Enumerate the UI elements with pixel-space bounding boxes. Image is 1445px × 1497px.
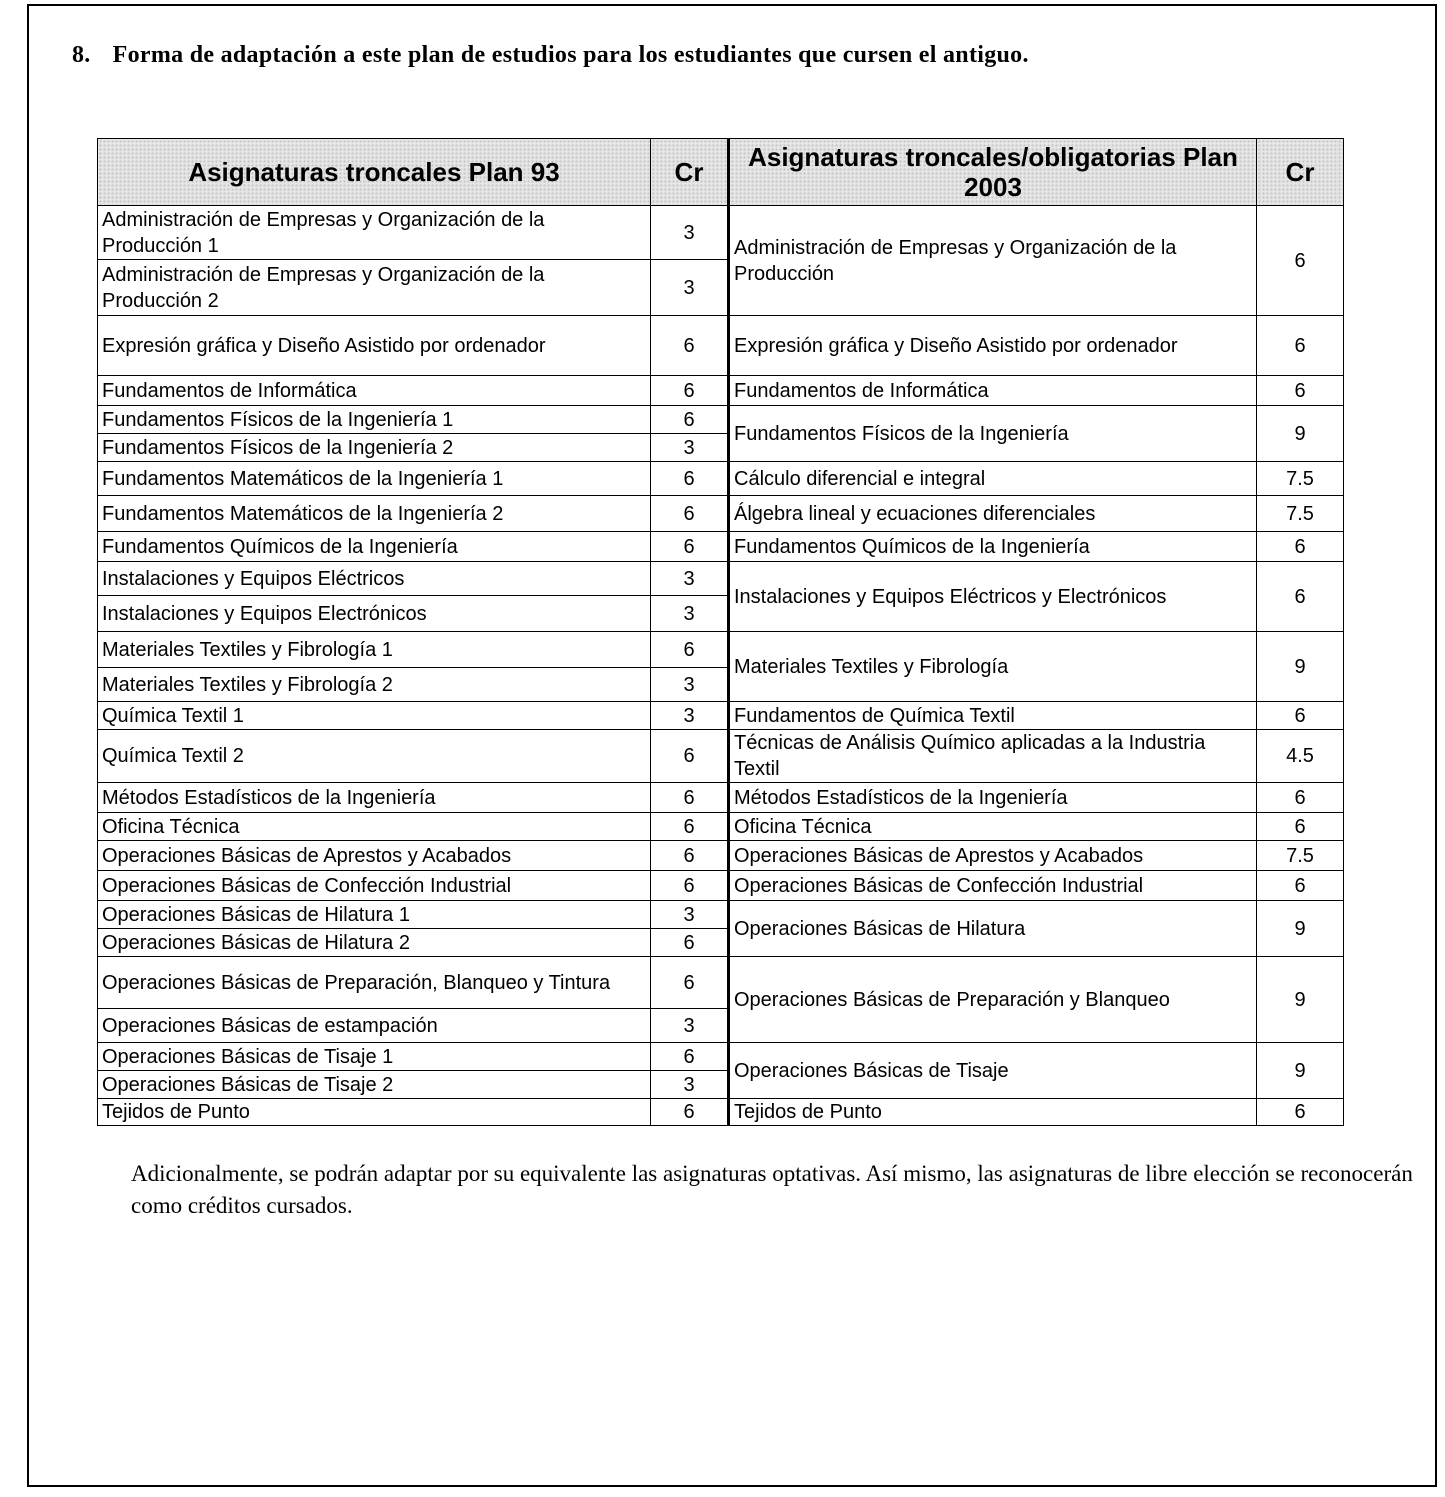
table-body [98, 206, 1344, 1126]
new-credits-cell: 6 [1257, 813, 1344, 841]
old-credits-cell: 3 [651, 434, 729, 462]
new-credits-cell: 4.5 [1257, 730, 1344, 783]
old-subject-cell: Métodos Estadísticos de la Ingeniería [98, 783, 651, 813]
old-subject-cell: Fundamentos de Informática [98, 376, 651, 406]
old-credits-cell: 6 [651, 316, 729, 376]
new-credits-cell: 7.5 [1257, 462, 1344, 496]
table-row [98, 783, 1344, 813]
new-subject-cell: Oficina Técnica [729, 813, 1257, 841]
old-subject-cell: Fundamentos Físicos de la Ingeniería 1 [98, 406, 651, 434]
old-subject-cell: Instalaciones y Equipos Electrónicos [98, 596, 651, 632]
old-credits-cell: 6 [651, 730, 729, 783]
old-credits-cell: 6 [651, 406, 729, 434]
new-credits-cell: 6 [1257, 1099, 1344, 1126]
new-credits-cell: 9 [1257, 406, 1344, 462]
old-credits-cell: 6 [651, 1043, 729, 1071]
new-subject-cell: Instalaciones y Equipos Eléctricos y Electrónicos [729, 562, 1257, 632]
new-subject-cell: Técnicas de Análisis Químico aplicadas a la Industria Textil [729, 730, 1257, 783]
old-subject-cell: Materiales Textiles y Fibrología 1 [98, 632, 651, 668]
header-old-cr: Cr [651, 139, 729, 206]
new-credits-cell: 7.5 [1257, 841, 1344, 871]
old-credits-cell: 6 [651, 871, 729, 901]
new-subject-cell: Expresión gráfica y Diseño Asistido por ordenador [729, 316, 1257, 376]
new-credits-cell: 9 [1257, 957, 1344, 1043]
new-credits-cell: 6 [1257, 702, 1344, 730]
new-subject-cell: Materiales Textiles y Fibrología [729, 632, 1257, 702]
new-subject-cell: Operaciones Básicas de Preparación y Blanqueo [729, 957, 1257, 1043]
old-subject-cell: Fundamentos Químicos de la Ingeniería [98, 532, 651, 562]
old-credits-cell: 6 [651, 929, 729, 957]
table-row [98, 376, 1344, 406]
old-credits-cell: 3 [651, 1071, 729, 1099]
table-row [98, 496, 1344, 532]
old-subject-cell: Expresión gráfica y Diseño Asistido por ordenador [98, 316, 651, 376]
table-row [98, 871, 1344, 901]
new-subject-cell: Métodos Estadísticos de la Ingeniería [729, 783, 1257, 813]
table-row [98, 901, 1344, 929]
old-credits-cell: 6 [651, 376, 729, 406]
old-subject-cell: Operaciones Básicas de Tisaje 2 [98, 1071, 651, 1099]
new-subject-cell: Fundamentos Químicos de la Ingeniería [729, 532, 1257, 562]
table-row [98, 206, 1344, 260]
old-credits-cell: 3 [651, 596, 729, 632]
new-subject-cell: Administración de Empresas y Organización de la Producción [729, 206, 1257, 316]
new-credits-cell: 6 [1257, 562, 1344, 632]
old-subject-cell: Operaciones Básicas de Hilatura 1 [98, 901, 651, 929]
old-subject-cell: Instalaciones y Equipos Eléctricos [98, 562, 651, 596]
additional-note: Adicionalmente, se podrán adaptar por su equivalente las asignaturas optativas. Así mismo, las asignaturas de libre elección se reconocerán como créditos cursados. [131, 1161, 1413, 1218]
new-credits-cell: 6 [1257, 316, 1344, 376]
old-subject-cell: Oficina Técnica [98, 813, 651, 841]
new-subject-cell: Fundamentos Físicos de la Ingeniería [729, 406, 1257, 462]
old-credits-cell: 6 [651, 632, 729, 668]
old-subject-cell: Tejidos de Punto [98, 1099, 651, 1126]
new-credits-cell: 6 [1257, 871, 1344, 901]
old-credits-cell: 3 [651, 562, 729, 596]
new-credits-cell: 6 [1257, 376, 1344, 406]
old-subject-cell: Operaciones Básicas de Confección Industrial [98, 871, 651, 901]
old-credits-cell: 6 [651, 496, 729, 532]
table-row [98, 632, 1344, 668]
adaptation-table [97, 138, 1344, 1126]
new-credits-cell: 9 [1257, 901, 1344, 957]
table-row [98, 532, 1344, 562]
new-subject-cell: Cálculo diferencial e integral [729, 462, 1257, 496]
old-credits-cell: 6 [651, 1099, 729, 1126]
new-subject-cell: Álgebra lineal y ecuaciones diferenciales [729, 496, 1257, 532]
old-subject-cell: Fundamentos Matemáticos de la Ingeniería 1 [98, 462, 651, 496]
header-new-cr: Cr [1257, 139, 1344, 206]
old-credits-cell: 6 [651, 841, 729, 871]
old-subject-cell: Química Textil 1 [98, 702, 651, 730]
new-credits-cell: 9 [1257, 1043, 1344, 1099]
section-heading [72, 42, 1029, 69]
new-subject-cell: Fundamentos de Química Textil [729, 702, 1257, 730]
old-subject-cell: Materiales Textiles y Fibrología 2 [98, 668, 651, 702]
table-row [98, 1099, 1344, 1126]
table-header-row [98, 139, 1344, 206]
old-subject-cell: Operaciones Básicas de Aprestos y Acabados [98, 841, 651, 871]
old-credits-cell: 3 [651, 901, 729, 929]
new-subject-cell: Fundamentos de Informática [729, 376, 1257, 406]
old-credits-cell: 6 [651, 813, 729, 841]
new-subject-cell: Operaciones Básicas de Hilatura [729, 901, 1257, 957]
table-row [98, 813, 1344, 841]
old-subject-cell: Fundamentos Matemáticos de la Ingeniería 2 [98, 496, 651, 532]
old-credits-cell: 6 [651, 957, 729, 1009]
old-credits-cell: 6 [651, 462, 729, 496]
old-subject-cell: Operaciones Básicas de Tisaje 1 [98, 1043, 651, 1071]
new-credits-cell: 6 [1257, 206, 1344, 316]
new-subject-cell: Operaciones Básicas de Aprestos y Acabados [729, 841, 1257, 871]
old-subject-cell: Operaciones Básicas de estampación [98, 1009, 651, 1043]
old-subject-cell: Química Textil 2 [98, 730, 651, 783]
old-credits-cell: 6 [651, 783, 729, 813]
section-number: 8. [72, 42, 91, 68]
table-row [98, 562, 1344, 596]
section-title: Forma de adaptación a este plan de estudios para los estudiantes que cursen el antiguo. [112, 42, 1029, 68]
new-credits-cell: 6 [1257, 532, 1344, 562]
table-row [98, 316, 1344, 376]
old-subject-cell: Administración de Empresas y Organización de la Producción 2 [98, 260, 651, 316]
old-subject-cell: Operaciones Básicas de Preparación, Blanqueo y Tintura [98, 957, 651, 1009]
table-row [98, 462, 1344, 496]
new-credits-cell: 6 [1257, 783, 1344, 813]
header-new-subject: Asignaturas troncales/obligatorias Plan 2003 [729, 139, 1257, 206]
table-row [98, 1043, 1344, 1071]
old-credits-cell: 3 [651, 260, 729, 316]
old-credits-cell: 3 [651, 668, 729, 702]
table-row [98, 730, 1344, 783]
old-subject-cell: Administración de Empresas y Organización de la Producción 1 [98, 206, 651, 260]
old-credits-cell: 3 [651, 702, 729, 730]
old-credits-cell: 6 [651, 532, 729, 562]
old-subject-cell: Fundamentos Físicos de la Ingeniería 2 [98, 434, 651, 462]
old-credits-cell: 3 [651, 206, 729, 260]
new-subject-cell: Operaciones Básicas de Confección Industrial [729, 871, 1257, 901]
table-row [98, 406, 1344, 434]
table-row [98, 702, 1344, 730]
header-old-subject: Asignaturas troncales Plan 93 [98, 139, 651, 206]
old-subject-cell: Operaciones Básicas de Hilatura 2 [98, 929, 651, 957]
new-subject-cell: Operaciones Básicas de Tisaje [729, 1043, 1257, 1099]
table-row [98, 841, 1344, 871]
new-credits-cell: 9 [1257, 632, 1344, 702]
new-subject-cell: Tejidos de Punto [729, 1099, 1257, 1126]
table-row [98, 957, 1344, 1009]
new-credits-cell: 7.5 [1257, 496, 1344, 532]
old-credits-cell: 3 [651, 1009, 729, 1043]
